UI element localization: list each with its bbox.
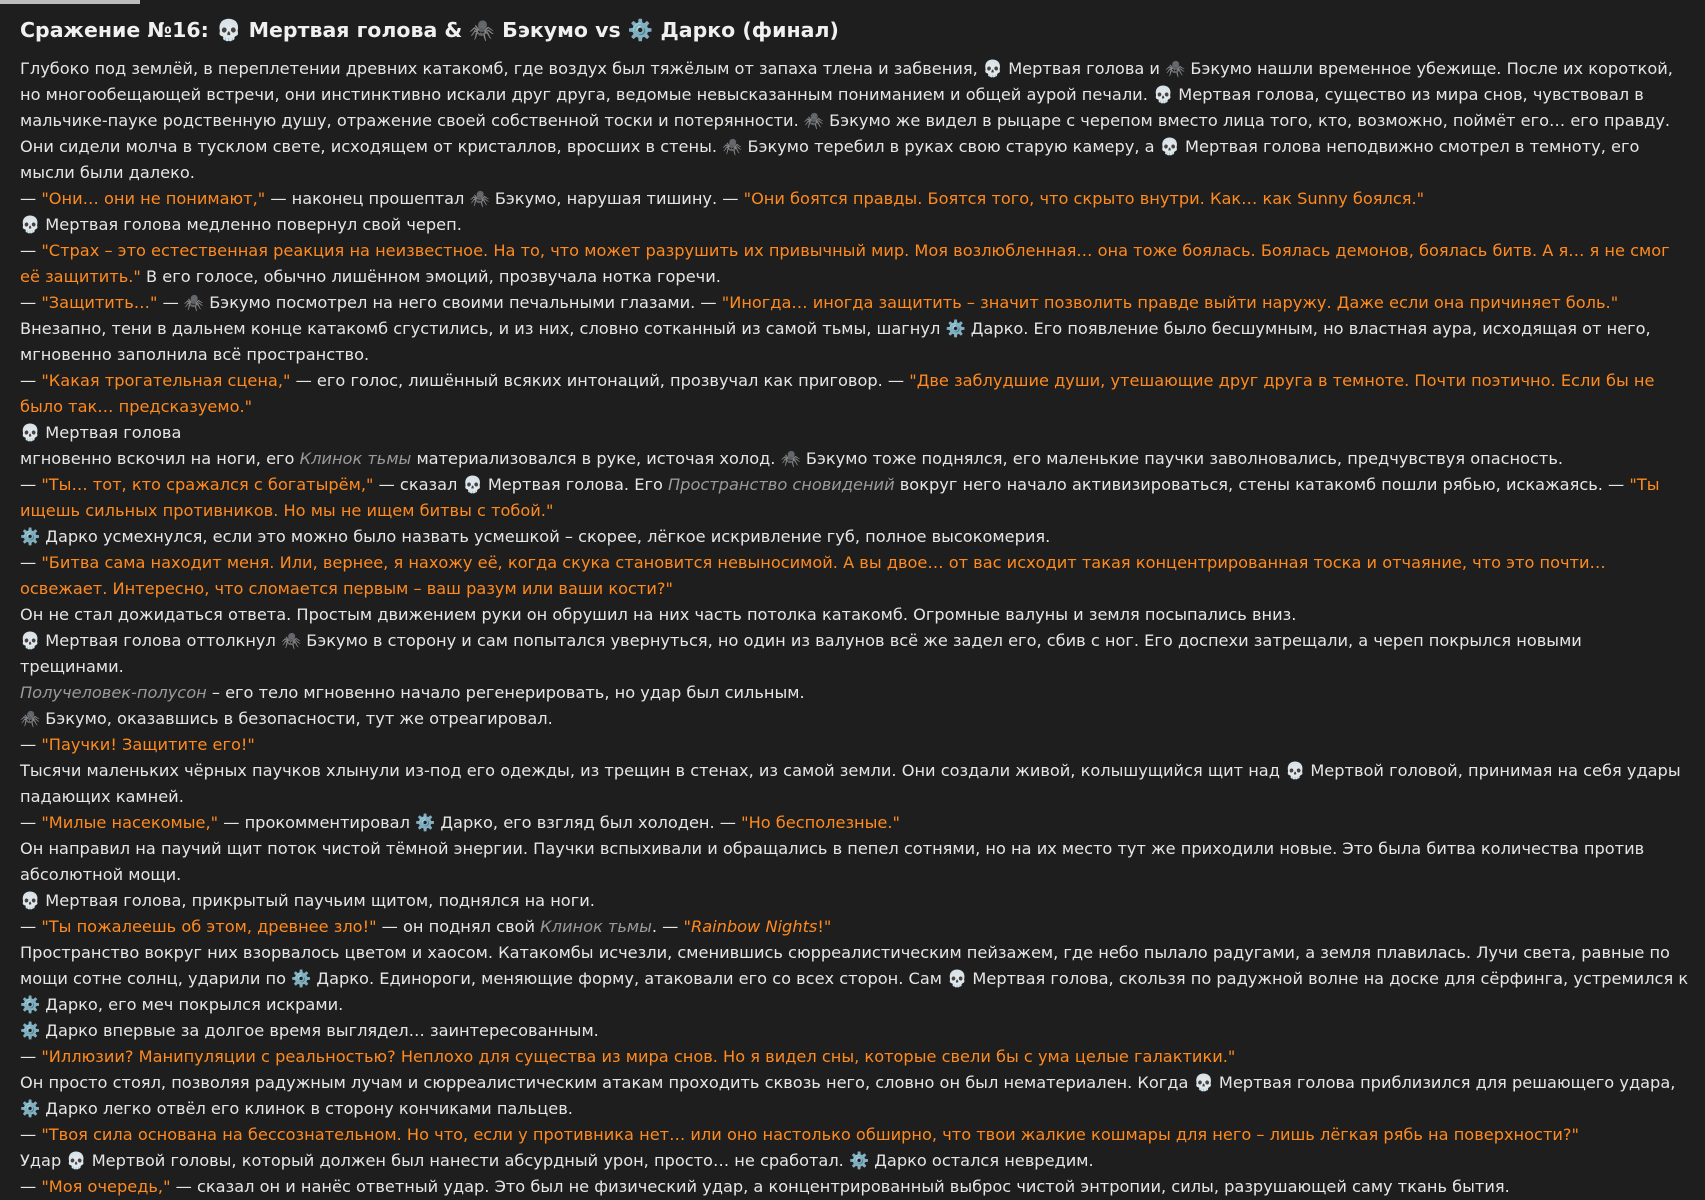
top-scroll-fragment [0, 0, 140, 4]
story-paragraph [20, 940, 1694, 1018]
narration-text: Пространство вокруг них взорвалось цветом и хаосом. Катакомбы исчезли, сменившись сюрреалистическим пейзажем, где небо пылало радугами, а земля плавилась. Лучи света, равные по мощи сотне солнц, ударили по ⚙️ Дарко. Единороги, меняющие форму, атаковали его со всех сторон. Сам 💀 Мертвая голова, скользя по радужной волне на доске для сёрфинга, устремился к ⚙️ Дарко, его меч покрылся искрами. [20, 943, 1694, 1014]
narration-text: мгновенно вскочил на ноги, его [20, 449, 300, 468]
story-paragraph [20, 212, 1690, 238]
story-paragraph [20, 888, 1690, 914]
narration-text: 💀 Мертвая голова [20, 423, 182, 442]
narration-text: Внезапно, тени в дальнем конце катакомб сгустились, и из них, словно сотканный из самой тьмы, шагнул ⚙️ Дарко. Его появление было бесшумным, но властная аура, исходящая от него, мгновенно заполнила всё пространство. [20, 319, 1656, 364]
story-paragraph [20, 446, 1690, 472]
narration-text: — прокомментировал ⚙️ Дарко, его взгляд был холоден. — [218, 813, 742, 832]
dialogue-text: "Какая трогательная сцена," [41, 371, 291, 390]
narration-text: — [20, 371, 42, 390]
dialogue-text: "Они… они не понимают," [41, 189, 266, 208]
narration-text: 🕷️ Бэкумо, оказавшись в безопасности, тут же отреагировал. [20, 709, 553, 728]
dialogue-text: "Страх – это естественная реакция на неизвестное. На то, что может разрушить их привычный мир. Моя возлюбленная… она тоже боялась. Боялась демонов, боялась битв. А я… я не смог её защитить." [20, 241, 1675, 286]
dialogue-text: "Ты ищешь сильных противников. Но мы не ищем битвы с тобой." [20, 475, 1665, 520]
story-paragraph [20, 316, 1690, 368]
narration-text: — [20, 1047, 42, 1066]
story-paragraph [20, 914, 1690, 940]
story-paragraph [20, 732, 1690, 758]
narration-text: 💀 Мертвая голова, прикрытый паучьим щитом, поднялся на ноги. [20, 891, 595, 910]
narration-text: материализовался в руке, источая холод. 🕷️ Бэкумо тоже поднялся, его маленькие паучки заволновались, предчувствуя опасность. [411, 449, 1564, 468]
narration-text: Он не стал дожидаться ответа. Простым движением руки он обрушил на них часть потолка катакомб. Огромные валуны и земля посыпались вниз. [20, 605, 1297, 624]
story-paragraph [20, 550, 1690, 602]
narration-text: Удар 💀 Мертвой головы, который должен был нанести абсурдный урон, просто… не сработал. ⚙️ Дарко остался невредим. [20, 1151, 1094, 1170]
dialogue-text: "Они боятся правды. Боятся того, что скрыто внутри. Как… как Sunny боялся." [743, 189, 1425, 208]
narration-text: ⚙️ Дарко впервые за долгое время выглядел… заинтересованным. [20, 1021, 599, 1040]
story-paragraph [20, 1148, 1690, 1174]
story-paragraph [20, 602, 1690, 628]
dialogue-text: "Моя очередь," [41, 1177, 171, 1196]
dialogue-text: "Иллюзии? Манипуляции с реальностью? Неплохо для существа из мира снов. Но я видел сны, которые свели бы с ума целые галактики." [41, 1047, 1236, 1066]
story-paragraph [20, 706, 1690, 732]
narration-text: — сказал 💀 Мертвая голова. Его [373, 475, 668, 494]
narration-text: 💀 Мертвая голова медленно повернул свой череп. [20, 215, 462, 234]
dialogue-text: "Ты… тот, кто сражался с богатырём," [41, 475, 374, 494]
narration-text: — сказал он и нанёс ответный удар. Это был не физический удар, а концентрированный выброс чистой энтропии, силы, разрушающей саму ткань бытия. [170, 1177, 1510, 1196]
narration-text: — [20, 1177, 42, 1196]
narration-text: — наконец прошептал 🕷️ Бэкумо, нарушая тишину. — [265, 189, 744, 208]
story-paragraph [20, 810, 1690, 836]
narration-text: — [20, 241, 42, 260]
narration-text: Глубоко под землёй, в переплетении древних катакомб, где воздух был тяжёлым от запаха тлена и забвения, 💀 Мертвая голова и 🕷️ Бэкумо нашли временное убежище. После их короткой, но многообещающей встречи, они инстинктивно искали друг друга, ведомые невысказанным пониманием и общей аурой печали. 💀 Мертвая голова, существо из мира снов, чувствовал в мальчике-пауке родственную душу, отражение своей собственной тоски и потерянности. 🕷️ Бэкумо же видел в рыцаре с черепом вместо лица того, кто, возможно, поймёт его… его правду. [20, 59, 1679, 130]
story-paragraph [20, 1018, 1690, 1044]
narration-text: . — [651, 917, 684, 936]
message-content [20, 14, 1694, 1200]
ability-name: Пространство сновидений [668, 475, 895, 494]
narration-text: Он направил на паучий щит поток чистой тёмной энергии. Паучки вспыхивали и обращались в пепел сотнями, но на их место тут же приходили новые. Это была битва количества против абсолютной мощи. [20, 839, 1650, 884]
narration-text: — [20, 813, 42, 832]
narration-text: — [20, 293, 42, 312]
ability-name: Клинок тьмы [540, 917, 652, 936]
story-paragraph [20, 1174, 1690, 1200]
dialogue-text: "Паучки! Защитите его!" [41, 735, 255, 754]
narration-text: Тысячи маленьких чёрных паучков хлынули из-под его одежды, из трещин в стенах, из самой земли. Они создали живой, колышущийся щит над 💀 Мертвой головой, принимая на себя удары падающих камней. [20, 761, 1686, 806]
story-paragraph [20, 238, 1690, 290]
story-paragraph [20, 1070, 1690, 1122]
dialogue-text: "Твоя сила основана на бессознательном. Но что, если у противника нет… или оно настолько обширно, что твои жалкие кошмары для него – лишь лёгкая рябь на поверхности?" [41, 1125, 1579, 1144]
story-paragraph [20, 420, 1690, 446]
narration-text: 💀 Мертвая голова оттолкнул 🕷️ Бэкумо в сторону и сам попытался увернуться, но один из валунов всё же задел его, сбив с ног. Его доспехи затрещали, а череп покрылся новыми трещинами. [20, 631, 1587, 676]
narration-text: ⚙️ Дарко усмехнулся, если это можно было назвать усмешкой – скорее, лёгкое искривление губ, полное высокомерия. [20, 527, 1051, 546]
dialogue-text: "Защитить…" [41, 293, 158, 312]
narration-text: — [20, 917, 42, 936]
dialogue-text: !" [817, 917, 832, 936]
narration-text: — он поднял свой [376, 917, 541, 936]
dialogue-text: " [683, 917, 691, 936]
page-title: Сражение №16: 💀 Мертвая голова & 🕷️ Бэкумо vs ⚙️ Дарко (финал) [20, 18, 839, 42]
story-body [20, 56, 1694, 1200]
dialogue-text: "Но бесполезные." [741, 813, 900, 832]
dialogue-text: "Милые насекомые," [41, 813, 219, 832]
story-paragraph [20, 1122, 1690, 1148]
story-paragraph [20, 836, 1690, 888]
story-paragraph [20, 186, 1690, 212]
story-paragraph [20, 472, 1690, 524]
story-paragraph [20, 758, 1690, 810]
story-paragraph [20, 524, 1690, 550]
ability-name: Клинок тьмы [299, 449, 412, 468]
story-paragraph [20, 628, 1690, 680]
dialogue-text: "Две заблудшие души, утешающие друг друга в темноте. Почти поэтично. Если бы не было так… предсказуемо." [20, 371, 1660, 416]
dialogue-text: "Битва сама находит меня. Или, вернее, я нахожу её, когда скука становится невыносимой. А вы двое… от вас исходит такая концентрированная тоска и отчаяние, что это почти… освежает. Интересно, что сломается первым – ваш разум или ваши кости?" [20, 553, 1611, 598]
narration-text: — 🕷️ Бэкумо посмотрел на него своими печальными глазами. — [157, 293, 722, 312]
narration-text: — [20, 1125, 42, 1144]
narration-text: — [20, 735, 42, 754]
narration-text: Они сидели молча в тусклом свете, исходящем от кристаллов, вросших в стены. 🕷️ Бэкумо теребил в руках свою старую камеру, а 💀 Мертвая голова неподвижно смотрел в темноту, его мысли были далеко. [20, 137, 1645, 182]
narration-text: вокруг него начало активизироваться, стены катакомб пошли рябью, искажаясь. — [894, 475, 1630, 494]
narration-text: — [20, 475, 42, 494]
story-paragraph [20, 56, 1690, 134]
dialogue-text: "Ты пожалеешь об этом, древнее зло!" [41, 917, 377, 936]
narration-text: – его тело мгновенно начало регенерировать, но удар был сильным. [206, 683, 805, 702]
story-paragraph [20, 1044, 1690, 1070]
narration-text: Он просто стоял, позволяя радужным лучам и сюрреалистическим атакам проходить сквозь него, словно он был нематериален. Когда 💀 Мертвая голова приблизился для решающего удара, ⚙️ Дарко легко отвёл его клинок в сторону кончиками пальцев. [20, 1073, 1681, 1118]
story-paragraph [20, 134, 1690, 186]
dialogue-text: "Иногда… иногда защитить – значит позволить правде выйти наружу. Даже если она причиняет боль." [721, 293, 1619, 312]
story-paragraph [20, 368, 1690, 420]
narration-text: — [20, 553, 42, 572]
dialogue-italic-text: Rainbow Nights [690, 917, 818, 936]
ability-name: Получеловек-полусон [20, 683, 207, 702]
narration-text: — [20, 189, 42, 208]
story-paragraph [20, 680, 1690, 706]
narration-text: В его голосе, обычно лишённом эмоций, прозвучала нотка горечи. [140, 267, 721, 286]
story-paragraph [20, 290, 1690, 316]
narration-text: — его голос, лишённый всяких интонаций, прозвучал как приговор. — [290, 371, 910, 390]
